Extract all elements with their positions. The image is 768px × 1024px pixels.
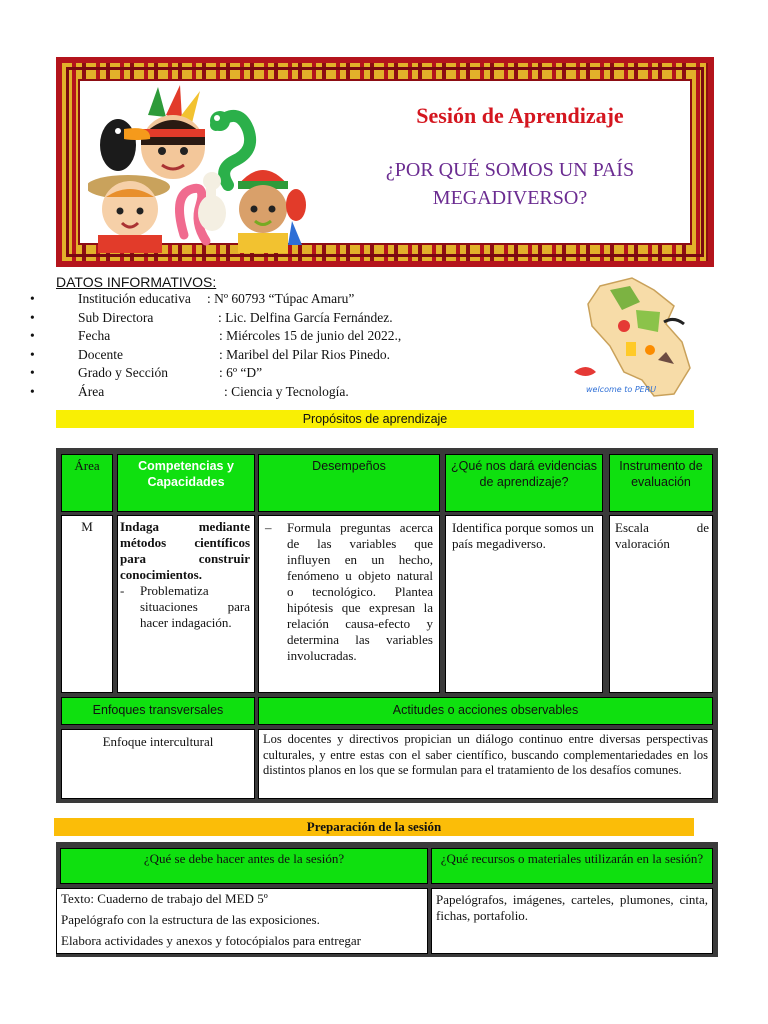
cell-recursos: Papelógrafos, imágenes, carteles, plumones, cinta, fichas, portafolio. xyxy=(431,888,713,954)
banner-content xyxy=(78,79,692,245)
datos-label: Institución educativa xyxy=(78,291,191,306)
datos-value: : Miércoles 15 de junio del 2022., xyxy=(219,328,402,343)
datos-label: Fecha xyxy=(78,328,111,343)
map-caption: welcome to PERU xyxy=(586,385,657,394)
session-question xyxy=(330,156,690,212)
bullet-icon: • xyxy=(30,346,35,362)
header-desempenos: Desempeños xyxy=(258,454,440,512)
header-recursos: ¿Qué recursos o materiales utilizarán en la sesión? xyxy=(431,848,713,884)
header-area: Área xyxy=(61,454,113,512)
header-antes: ¿Qué se debe hacer antes de la sesión? xyxy=(60,848,428,884)
header-banner xyxy=(56,57,714,267)
datos-value: : 6º “D” xyxy=(219,365,263,380)
session-question-line-1: ¿POR QUÉ SOMOS UN PAÍS xyxy=(385,159,635,181)
session-question-line-2: MEGADIVERSO? xyxy=(432,187,588,209)
bullet-icon: • xyxy=(30,291,35,306)
andean-children-illustration xyxy=(88,85,308,253)
desempeno-text: Formula preguntas acerca de las variables que influyen en un hecho, fenómeno u objeto natural o tecnológico. Plantea hipótesis que expresan la relación causa-efecto y determina las variables involucradas. xyxy=(287,520,433,663)
cell-enfoque: Enfoque intercultural xyxy=(61,729,255,799)
banner-greek-key-border xyxy=(62,63,708,261)
preparacion-bar: Preparación de la sesión xyxy=(54,818,694,836)
peru-map-illustration xyxy=(570,276,710,411)
dash-icon: - xyxy=(120,583,125,598)
datos-value: : Ciencia y Tecnología. xyxy=(224,383,349,399)
header-actitudes: Actitudes o acciones observables xyxy=(258,697,713,725)
header-evidencias: ¿Qué nos dará evidencias de aprendizaje? xyxy=(445,454,603,512)
datos-label: Docente xyxy=(78,346,123,362)
datos-heading: DATOS INFORMATIVOS: xyxy=(56,274,217,290)
datos-label: Sub Directora xyxy=(78,309,154,325)
cell-area: M xyxy=(61,515,113,693)
antes-item: Papelógrafo con la estructura de las exposiciones. xyxy=(61,912,320,927)
datos-label: Área xyxy=(78,383,105,399)
cell-instrumento: Escala de valoración xyxy=(609,515,713,693)
datos-value: : Nº 60793 “Túpac Amaru” xyxy=(207,291,355,306)
datos-value: : Lic. Delfina García Fernández. xyxy=(218,309,393,325)
antes-item: Texto: Cuaderno de trabajo del MED 5º xyxy=(61,891,268,906)
header-competencias: Competencias y Capacidades xyxy=(117,454,255,512)
capacidad-text: Problematiza situaciones para hacer indagación. xyxy=(140,583,250,630)
cell-antes xyxy=(56,888,428,954)
datos-label: Grado y Sección xyxy=(78,365,168,380)
page-title: Sesión de Aprendizaje xyxy=(416,103,624,128)
propositos-table xyxy=(56,448,718,803)
propositos-bar: Propósitos de aprendizaje xyxy=(56,410,694,428)
cell-desempenos xyxy=(258,515,440,693)
bullet-icon: • xyxy=(30,383,35,399)
bullet-icon: • xyxy=(30,365,35,380)
header-enfoques: Enfoques transversales xyxy=(61,697,255,725)
competencia-title: Indaga mediante métodos científicos para construir conocimientos. xyxy=(120,519,250,582)
bullet-icon: • xyxy=(30,328,35,343)
cell-competencias xyxy=(117,515,255,693)
preparacion-table xyxy=(56,842,718,957)
cell-actitud: Los docentes y directivos propician un diálogo continuo entre diversas perspectivas culturales, y entre estas con el saber científico, buscando complementariedades en los distintos planos en los que se formulan para el tratamiento de los desafíos comunes. xyxy=(258,729,713,799)
cell-evidencias: Identifica porque somos un país megadiverso. xyxy=(445,515,603,693)
antes-item: Elabora actividades y anexos y fotocópialos para entregar xyxy=(61,933,361,948)
header-instrumento: Instrumento de evaluación xyxy=(609,454,713,512)
dash-icon: – xyxy=(265,520,272,535)
datos-value: : Maribel del Pilar Rios Pinedo. xyxy=(219,346,390,362)
bullet-icon: • xyxy=(30,309,35,325)
